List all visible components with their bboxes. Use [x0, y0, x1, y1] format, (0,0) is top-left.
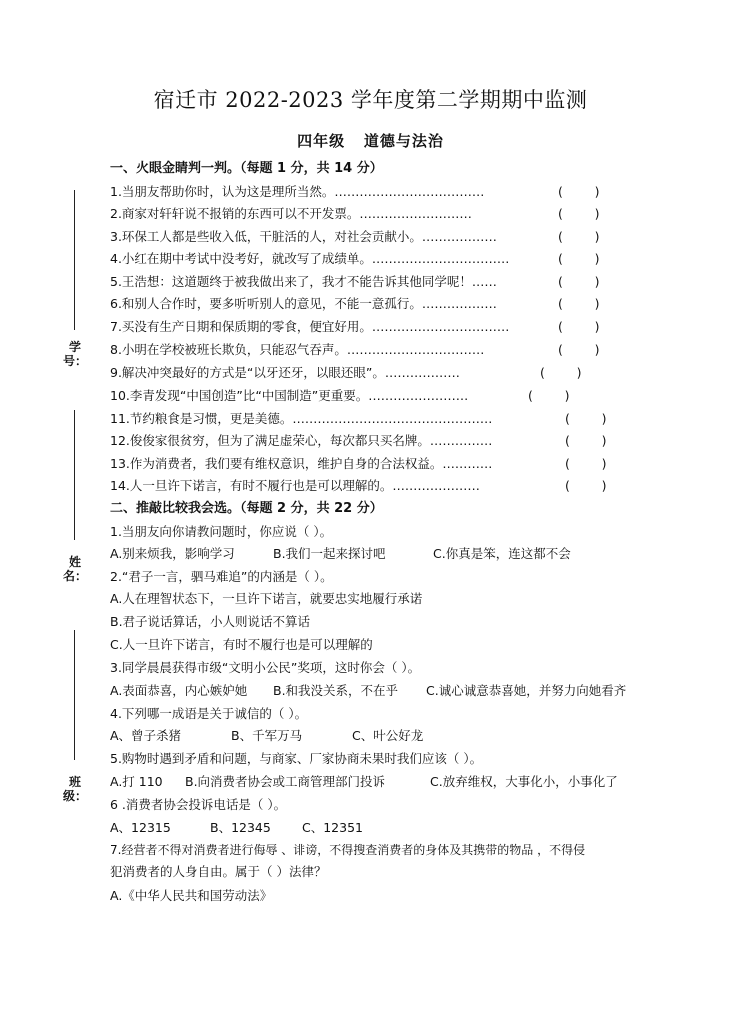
q4-option-b[interactable]: B、千军万马	[231, 728, 303, 743]
judge-item-3: 3.环保工人都是些收入低，干脏活的人，对社会贡献小。………………	[110, 229, 497, 244]
q6-option-b[interactable]: B、12345	[210, 820, 271, 835]
judge-item-2: 2.商家对轩轩说不报销的东西可以不开发票。………………………	[110, 206, 472, 221]
section2-heading: 二、推敲比较我会选。（每题 2 分，共 22 分）	[110, 501, 383, 516]
q6-option-a[interactable]: A、12315	[110, 820, 171, 835]
answer-blank[interactable]: ( )	[558, 206, 600, 221]
q6-option-c[interactable]: C、12351	[302, 820, 363, 835]
judge-item-10: 10.李青发现“中国创造”比“中国制造”更重要。……………………	[110, 388, 469, 403]
q4-option-a[interactable]: A、曾子杀猪	[110, 728, 182, 743]
q1-option-c[interactable]: C.你真是笨，连这都不会	[433, 546, 571, 561]
choice-q7-stem-line2: 犯消费者的人身自由。属于（ ）法律？	[110, 864, 327, 879]
q5-option-c[interactable]: C.放弃维权，大事化小，小事化了	[430, 774, 618, 789]
q7-option-a[interactable]: A.《中华人民共和国劳动法》	[110, 888, 273, 903]
answer-blank[interactable]: ( )	[558, 229, 600, 244]
answer-blank[interactable]: ( )	[558, 319, 600, 334]
student-name-label: 姓名：	[62, 555, 87, 583]
q3-option-c[interactable]: C.诚心诚意恭喜她，并努力向她看齐	[426, 683, 627, 698]
judge-item-9: 9.解决冲突最好的方式是“以牙还牙，以眼还眼”。………………	[110, 365, 460, 380]
q1-option-a[interactable]: A.别来烦我，影响学习	[110, 546, 235, 561]
q5-option-b[interactable]: B.向消费者协会或工商管理部门投诉	[185, 774, 386, 789]
choice-q1-stem: 1.当朋友向你请教问题时，你应说（ ）。	[110, 524, 333, 539]
judge-item-14: 14.人一旦许下诺言，有时不履行也是可以理解的。…………………	[110, 478, 480, 493]
judge-item-7: 7.买没有生产日期和保质期的零食，便宜好用。……………………………	[110, 319, 510, 334]
judge-item-4: 4.小红在期中考试中没考好，就改写了成绩单。……………………………	[110, 251, 510, 266]
choice-q5-stem: 5.购物时遇到矛盾和问题，与商家、厂家协商未果时我们应该（ ）。	[110, 751, 483, 766]
answer-blank[interactable]: ( )	[565, 411, 607, 426]
answer-blank[interactable]: ( )	[558, 342, 600, 357]
choice-q6-stem: 6 .消费者协会投诉电话是（ ）。	[110, 797, 287, 812]
choice-q4-stem: 4.下列哪一成语是关于诚信的（ ）。	[110, 706, 308, 721]
q5-option-a[interactable]: A.打 110	[110, 774, 163, 789]
binding-line	[74, 630, 75, 760]
answer-blank[interactable]: ( )	[558, 184, 600, 199]
answer-blank[interactable]: ( )	[558, 296, 600, 311]
q3-option-b[interactable]: B.和我没关系，不在乎	[273, 683, 399, 698]
answer-blank[interactable]: ( )	[565, 478, 607, 493]
choice-q2-stem: 2.“君子一言，驷马难追”的内涵是（ ）。	[110, 569, 333, 584]
q3-option-a[interactable]: A.表面恭喜，内心嫉妒她	[110, 683, 248, 698]
q2-option-b[interactable]: B.君子说话算话，小人则说话不算话	[110, 614, 311, 629]
answer-blank[interactable]: ( )	[565, 456, 607, 471]
judge-item-6: 6.和别人合作时，要多听听别人的意见，不能一意孤行。………………	[110, 296, 497, 311]
q4-option-c[interactable]: C、叶公好龙	[352, 728, 424, 743]
judge-item-5: 5.王浩想：这道题终于被我做出来了，我才不能告诉其他同学呢！……	[110, 274, 497, 289]
answer-blank[interactable]: ( )	[558, 251, 600, 266]
q2-option-a[interactable]: A.人在理智状态下，一旦许下诺言，就要忠实地履行承诺	[110, 591, 423, 606]
class-label: 班级：	[62, 775, 87, 803]
answer-blank[interactable]: ( )	[528, 388, 570, 403]
choice-q3-stem: 3.同学晨晨获得市级“文明小公民”奖项，这时你会（ ）。	[110, 660, 421, 675]
student-number-label: 学号：	[62, 340, 87, 368]
answer-blank[interactable]: ( )	[540, 365, 582, 380]
judge-item-8: 8.小明在学校被班长欺负，只能忍气吞声。……………………………	[110, 342, 485, 357]
binding-margin	[60, 190, 90, 830]
answer-blank[interactable]: ( )	[565, 433, 607, 448]
answer-blank[interactable]: ( )	[558, 274, 600, 289]
q2-option-c[interactable]: C.人一旦许下诺言，有时不履行也是可以理解的	[110, 637, 373, 652]
judge-item-1: 1.当朋友帮助你时，认为这是理所当然。………………………………	[110, 184, 485, 199]
judge-item-13: 13.作为消费者，我们要有维权意识，维护自身的合法权益。…………	[110, 456, 493, 471]
section1-heading: 一、火眼金睛判一判。（每题 1 分，共 14 分）	[110, 161, 383, 176]
exam-subtitle: 四年级 道德与法治	[297, 132, 444, 150]
binding-line	[74, 190, 75, 330]
judge-item-12: 12.俊俊家很贫穷，但为了满足虚荣心，每次都只买名牌。……………	[110, 433, 493, 448]
exam-title: 宿迁市 2022-2023 学年度第二学期期中监测	[153, 88, 588, 112]
judge-item-11: 11.节约粮食是习惯，更是美德。…………………………………………	[110, 411, 493, 426]
choice-q7-stem-line1: 7.经营者不得对消费者进行侮辱 、诽谤，不得搜查消费者的身体及其携带的物品 ，不得侵	[110, 843, 586, 857]
binding-line	[74, 410, 75, 540]
q1-option-b[interactable]: B.我们一起来探讨吧	[273, 546, 386, 561]
